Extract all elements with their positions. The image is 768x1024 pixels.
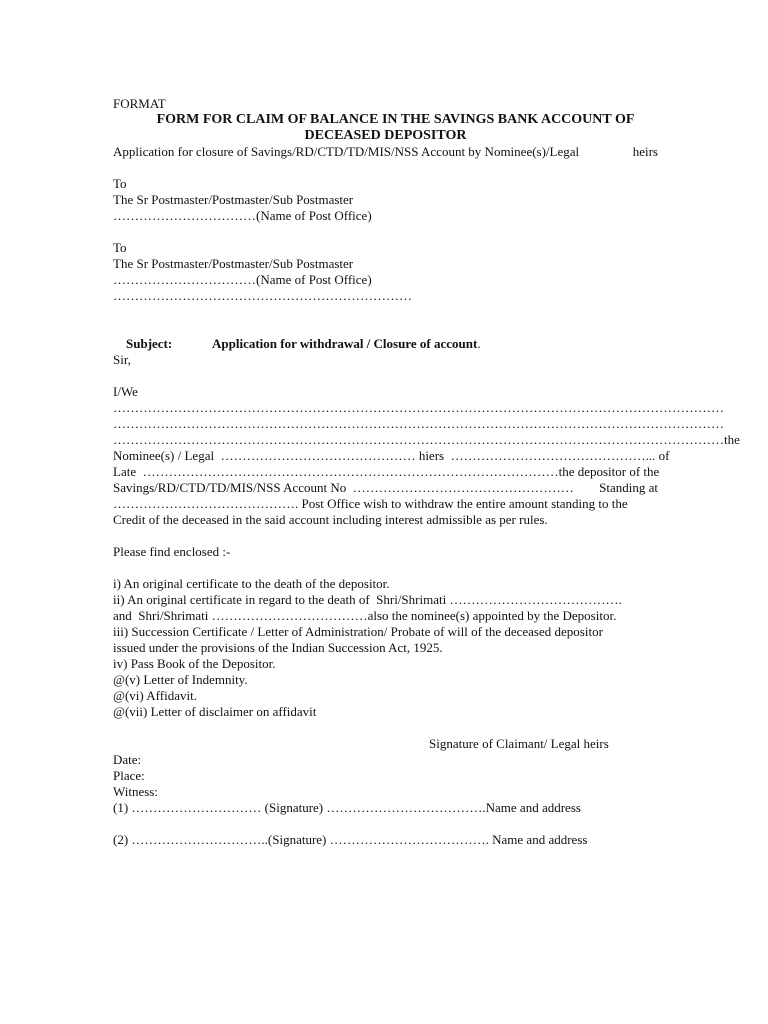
address1-to: To — [113, 176, 127, 191]
fill-line-3: ……………………………………………………………………………………………………………………………the — [113, 432, 740, 447]
late-text: Late …………………………………………………………………………………… — [113, 464, 559, 479]
salutation: Sir, — [113, 352, 131, 367]
place-label: Place: — [113, 768, 145, 783]
form-title-line-2: DECEASED DEPOSITOR — [304, 128, 467, 143]
enclosed-heading: Please find enclosed :- — [113, 544, 231, 559]
enclosed-list — [113, 576, 658, 720]
nominee-line: Nominee(s) / Legal ……………………………………… hiers ………………………………………... of — [113, 448, 670, 463]
enclosed-item: and Shri/Shrimati ………………………………also the nominee(s) appointed by the Depositor. — [113, 608, 617, 623]
address-block-1 — [113, 176, 658, 224]
enclosed-item: @(v) Letter of Indemnity. — [113, 672, 248, 687]
address2-office: ……………………………(Name of Post Office) — [113, 272, 372, 287]
enclosed-item: i) An original certificate to the death of the depositor. — [113, 576, 390, 591]
account-line — [113, 480, 658, 496]
subject-text: Application for withdrawal / Closure of account — [212, 336, 478, 351]
enclosed-item: @(vi) Affidavit. — [113, 688, 197, 703]
address1-postmaster: The Sr Postmaster/Postmaster/Sub Postmaster — [113, 192, 354, 207]
late-depositor: the depositor of the — [558, 464, 660, 479]
application-text: Application for closure of Savings/RD/CTD/TD/MIS/NSS Account by Nominee(s)/Legal — [113, 144, 580, 159]
form-page — [113, 96, 740, 848]
date-label: Date: — [113, 752, 142, 767]
application-line — [113, 144, 658, 160]
credit-line: Credit of the deceased in the said account including interest admissible as per rules. — [113, 512, 548, 527]
account-standing: Standing at — [599, 480, 658, 495]
address-block-2 — [113, 240, 658, 304]
subject-period: . — [477, 336, 481, 351]
form-title-line-1: FORM FOR CLAIM OF BALANCE IN THE SAVINGS BANK ACCOUNT OF — [156, 112, 635, 127]
body-block — [113, 384, 740, 528]
account-text: Savings/RD/CTD/TD/MIS/NSS Account No …………………………………………… — [113, 480, 574, 495]
witness-2-line: (2) …………………………..(Signature) ………………………………. Name and address — [113, 832, 588, 847]
witness-1-line: (1) ………………………… (Signature) ……………………………….Name and address — [113, 800, 581, 815]
application-heirs: heirs — [632, 144, 658, 159]
late-line — [113, 464, 658, 480]
enclosed-item: iv) Pass Book of the Depositor. — [113, 656, 276, 671]
format-label: FORMAT — [113, 96, 166, 111]
post-office-line: ……………………………………. Post Office wish to withdraw the entire amount standing to the — [113, 496, 628, 511]
enclosed-item: ii) An original certificate in regard to the death of Shri/Shrimati …………………………………. — [113, 592, 622, 607]
enclosed-item: issued under the provisions of the Indian Succession Act, 1925. — [113, 640, 443, 655]
iwe-label: I/We — [113, 384, 138, 399]
address2-postmaster: The Sr Postmaster/Postmaster/Sub Postmaster — [113, 256, 354, 271]
witness-label: Witness: — [113, 784, 158, 799]
address2-to: To — [113, 240, 127, 255]
enclosed-item: iii) Succession Certificate / Letter of Administration/ Probate of will of the deceased depositor — [113, 624, 603, 639]
enclosed-item: @(vii) Letter of disclaimer on affidavit — [113, 704, 317, 719]
subject-label: Subject: — [126, 336, 173, 351]
address2-extra: …………………………………………………………… — [113, 288, 412, 303]
subject-line — [113, 320, 658, 351]
fill-line-2: …………………………………………………………………………………………………………………………… — [113, 416, 724, 431]
address1-office: ……………………………(Name of Post Office) — [113, 208, 372, 223]
claimant-signature-label: Signature of Claimant/ Legal heirs — [429, 736, 609, 751]
fill-line-1: …………………………………………………………………………………………………………………………… — [113, 400, 724, 415]
